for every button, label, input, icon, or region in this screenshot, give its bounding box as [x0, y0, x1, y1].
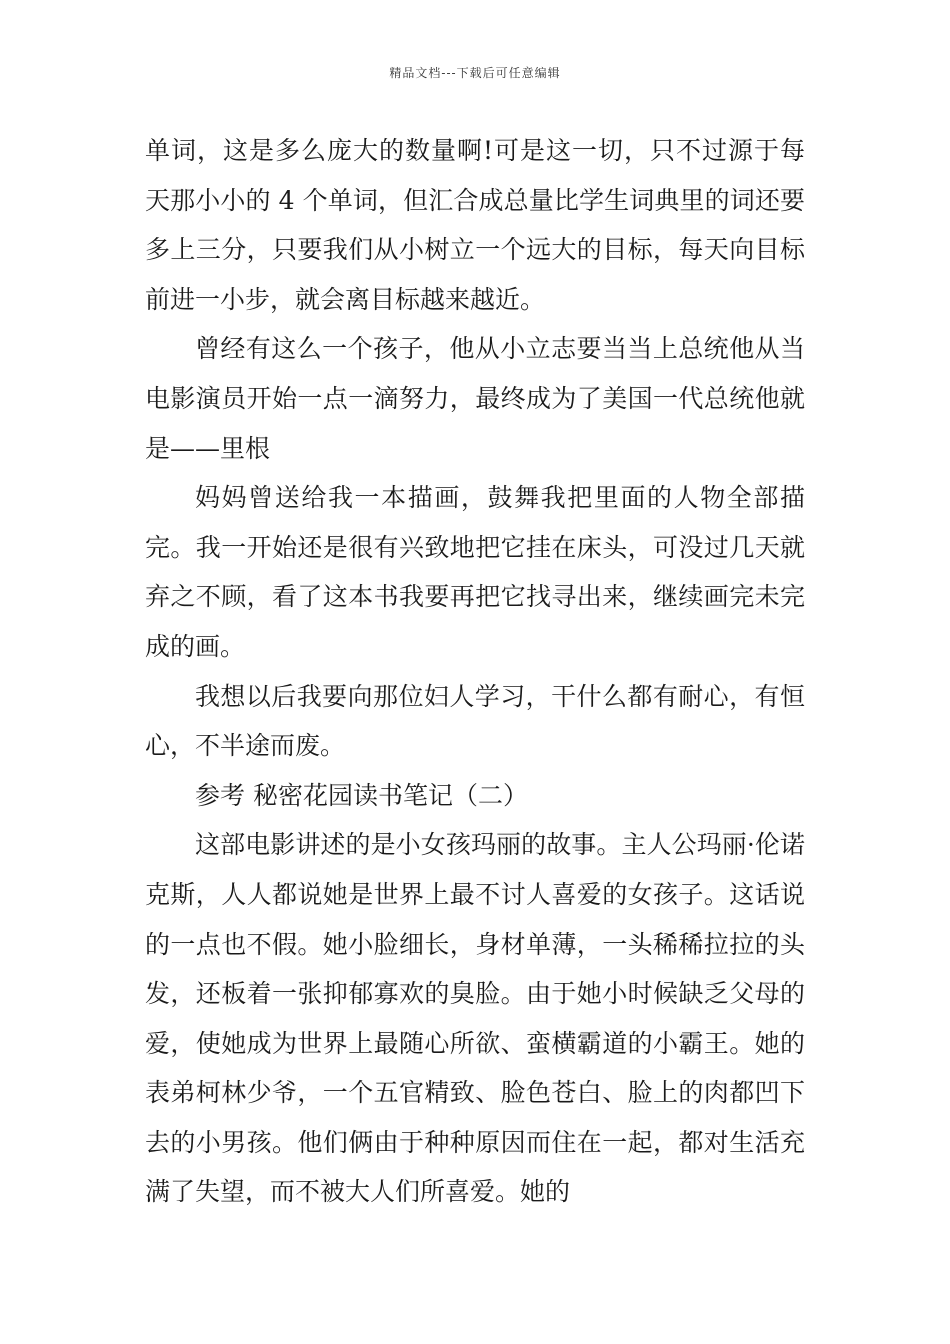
page-header: 精品文档---下载后可任意编辑 — [389, 66, 561, 80]
document-body — [145, 126, 805, 1217]
section-heading: 参考 秘密花园读书笔记（二） — [195, 780, 528, 810]
paragraph-3: 妈妈曾送给我一本描画，鼓舞我把里面的人物全部描完。我一开始还是很有兴致地把它挂在床头，可没过几天就弃之不顾，看了这本书我要再把它找寻出来，继续画完未完成的画。 — [145, 483, 805, 661]
paragraph-2: 曾经有这么一个孩子，他从小立志要当当上总统他从当电影演员开始一点一滴努力，最终成为了美国一代总统他就是——里根 — [145, 334, 805, 463]
paragraph-4: 我想以后我要向那位妇人学习，干什么都有耐心，有恒心，不半途而废。 — [145, 681, 805, 761]
paragraph-1: 单词，这是多么庞大的数量啊!可是这一切，只不过源于每天那小小的 4 个单词，但汇合成总量比学生词典里的词还要多上三分，只要我们从小树立一个远大的目标，每天向目标前进一小步，就会离目标越来越近。 — [145, 136, 805, 314]
paragraph-5: 这部电影讲述的是小女孩玛丽的故事。主人公玛丽·伦诺克斯，人人都说她是世界上最不讨人喜爱的女孩子。这话说的一点也不假。她小脸细长，身材单薄，一头稀稀拉拉的头发，还板着一张抑郁寡欢的臭脸。由于她小时候缺乏父母的爱，使她成为世界上最随心所欲、蛮横霸道的小霸王。她的表弟柯林少爷，一个五官精致、脸色苍白、脸上的肉都凹下去的小男孩。他们俩由于种种原因而住在一起，都对生活充满了失望，而不被大人们所喜爱。她的 — [145, 830, 805, 1207]
